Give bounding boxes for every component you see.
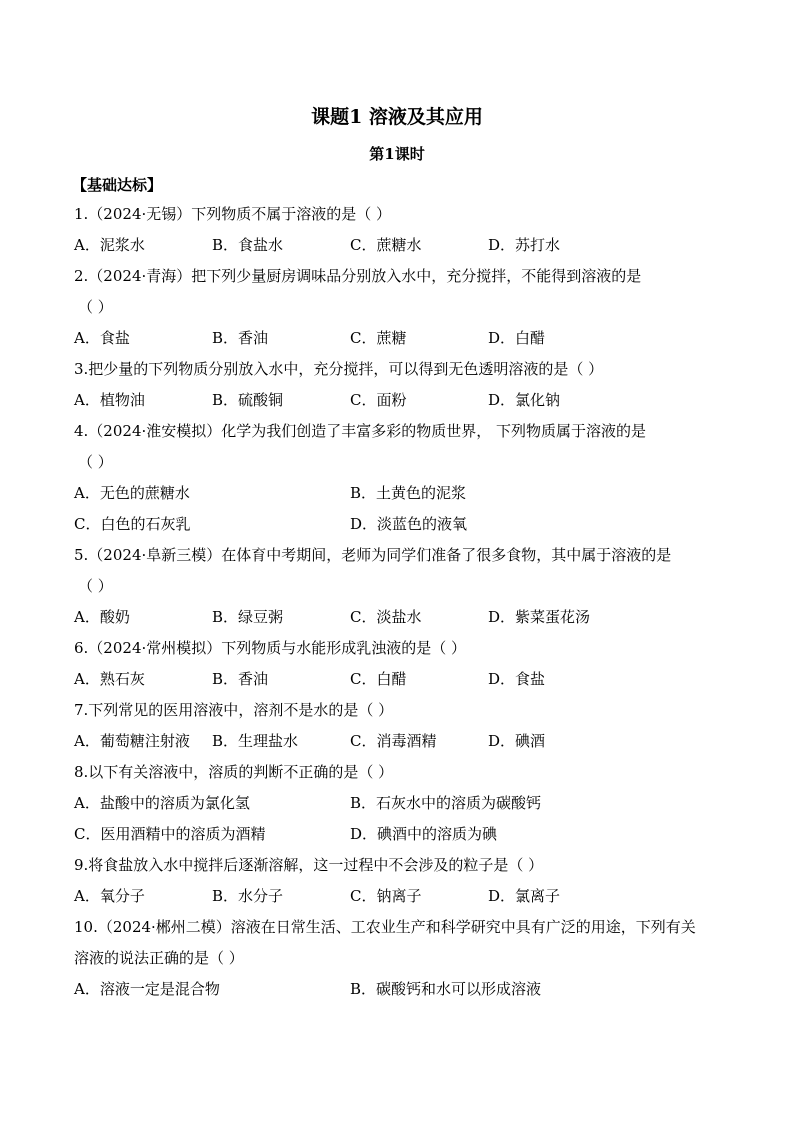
question-3-stem: 3.把少量的下列物质分别放入水中，充分搅拌，可以得到无色透明溶液的是（ ） — [74, 360, 604, 378]
option-d: D．氯离子 — [488, 887, 561, 905]
question-4-options-row-1 — [74, 478, 734, 509]
question-5-options — [74, 602, 734, 633]
option-b: B．土黄色的泥浆 — [350, 484, 467, 502]
option-a: A．食盐 — [74, 329, 130, 347]
question-8-stem: 8.以下有关溶液中，溶质的判断不正确的是（ ） — [74, 763, 394, 781]
option-d: D．食盐 — [488, 670, 546, 688]
option-a: A．葡萄糖注射液 — [74, 732, 190, 750]
option-b: B．石灰水中的溶质为碳酸钙 — [350, 794, 542, 812]
question-list — [74, 172, 734, 1005]
option-c: C．蔗糖水 — [350, 236, 422, 254]
option-b: B．硫酸铜 — [212, 391, 284, 409]
option-d: D．碘酒 — [488, 732, 546, 750]
option-b: B．香油 — [212, 329, 269, 347]
option-c: C．淡盐水 — [350, 608, 422, 626]
question-10-options-row-1 — [74, 974, 734, 1005]
question-8-options-row-1 — [74, 788, 734, 819]
option-c: C．面粉 — [350, 391, 407, 409]
question-1-stem: 1.（2024·无锡）下列物质不属于溶液的是（ ） — [74, 205, 392, 223]
question-10-stem-continued: 溶液的说法正确的是（ ） — [74, 949, 244, 967]
option-c: C．医用酒精中的溶质为酒精 — [74, 825, 266, 843]
question-2-options — [74, 323, 734, 354]
option-b: B．绿豆粥 — [212, 608, 284, 626]
question-7-options — [74, 726, 734, 757]
option-b: B．生理盐水 — [212, 732, 299, 750]
option-c: C．白色的石灰乳 — [74, 515, 191, 533]
question-4-options-row-2 — [74, 509, 734, 540]
page-title: 课题1 溶液及其应用 — [311, 106, 483, 128]
question-6-stem: 6.（2024·常州模拟）下列物质与水能形成乳浊液的是（ ） — [74, 639, 467, 657]
option-d: D．淡蓝色的液氧 — [350, 515, 468, 533]
option-c: C．白醋 — [350, 670, 407, 688]
question-4-stem: 4.（2024·淮安模拟）化学为我们创造了丰富多彩的物质世界， 下列物质属于溶液的是 — [74, 422, 647, 440]
page-subtitle: 第1课时 — [369, 145, 425, 163]
option-d: D．碘酒中的溶质为碘 — [350, 825, 498, 843]
option-a: A．酸奶 — [74, 608, 130, 626]
question-7-stem: 7.下列常见的医用溶液中，溶剂不是水的是（ ） — [74, 701, 394, 719]
question-9-options — [74, 881, 734, 912]
option-d: D．氯化钠 — [488, 391, 561, 409]
option-d: D．苏打水 — [488, 236, 561, 254]
question-6-options — [74, 664, 734, 695]
option-b: B．香油 — [212, 670, 269, 688]
question-5-answer-blank: （ ） — [78, 577, 113, 595]
question-9-stem: 9.将食盐放入水中搅拌后逐渐溶解，这一过程中不会涉及的粒子是（ ） — [74, 856, 544, 874]
section-heading: 【基础达标】 — [72, 176, 163, 194]
question-10-stem: 10.（2024·郴州二模）溶液在日常生活、工农业生产和科学研究中具有广泛的用途，下列有关 — [74, 918, 696, 936]
question-8-options-row-2 — [74, 819, 734, 850]
question-3-options — [74, 385, 734, 416]
option-c: C．钠离子 — [350, 887, 422, 905]
option-d: D．紫菜蛋花汤 — [488, 608, 591, 626]
option-a: A．氧分子 — [74, 887, 145, 905]
option-d: D．白醋 — [488, 329, 546, 347]
question-5-stem: 5.（2024·阜新三模）在体育中考期间，老师为同学们准备了很多食物，其中属于溶液的是 — [74, 546, 672, 564]
option-b: B．水分子 — [212, 887, 284, 905]
question-1-options — [74, 230, 734, 261]
option-a: A．泥浆水 — [74, 236, 145, 254]
question-2-answer-blank: （ ） — [78, 298, 113, 316]
option-a: A．溶液一定是混合物 — [74, 980, 220, 998]
question-4-answer-blank: （ ） — [78, 453, 113, 471]
option-b: B．碳酸钙和水可以形成溶液 — [350, 980, 542, 998]
option-c: C．消毒酒精 — [350, 732, 437, 750]
option-c: C．蔗糖 — [350, 329, 407, 347]
option-a: A．熟石灰 — [74, 670, 145, 688]
option-a: A．盐酸中的溶质为氯化氢 — [74, 794, 250, 812]
option-a: A．无色的蔗糖水 — [74, 484, 190, 502]
option-a: A．植物油 — [74, 391, 145, 409]
option-b: B．食盐水 — [212, 236, 284, 254]
question-2-stem: 2.（2024·青海）把下列少量厨房调味品分别放入水中，充分搅拌，不能得到溶液的是 — [74, 267, 642, 285]
